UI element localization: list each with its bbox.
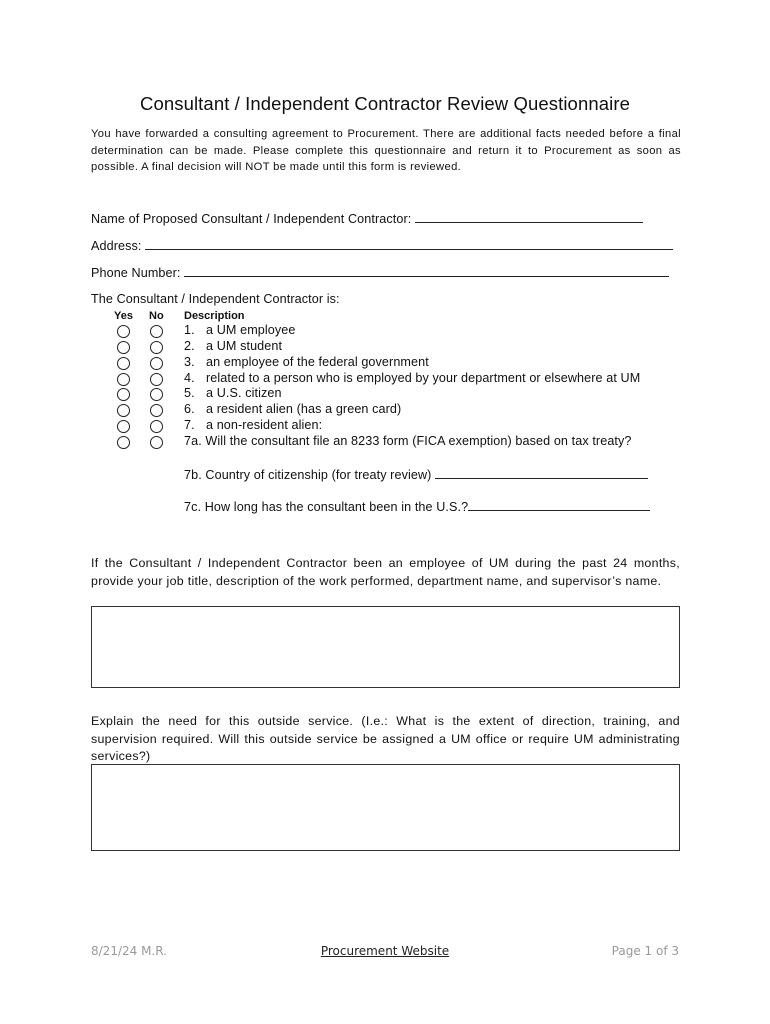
- status-item-7: [184, 418, 322, 432]
- phone-field-label: Phone Number:: [91, 266, 181, 280]
- status-item-text: a resident alien (has a green card): [206, 402, 402, 416]
- status-item-text: a UM employee: [206, 323, 296, 337]
- yes-radio-1[interactable]: [117, 325, 130, 338]
- status-item-number: 4.: [184, 371, 195, 385]
- yes-radio-2[interactable]: [117, 341, 130, 354]
- status-item-2: [184, 339, 282, 353]
- no-radio-3[interactable]: [150, 357, 163, 370]
- column-header-no: No: [149, 310, 164, 322]
- no-radio-4[interactable]: [150, 373, 163, 386]
- status-item-6: [184, 402, 401, 416]
- status-item-5: [184, 386, 282, 400]
- status-item-number: 1.: [184, 323, 195, 337]
- column-header-yes: Yes: [114, 310, 133, 322]
- intro-paragraph: You have forwarded a consulting agreement to Procurement. There are additional facts needed before a final determination can be made. Please complete this questionnaire and return it to Procurement as soon as possible. A final decision will NOT be made until this form is reviewed.: [91, 128, 681, 173]
- yes-radio-7[interactable]: [117, 420, 130, 433]
- procurement-website-link[interactable]: Procurement Website: [320, 944, 450, 958]
- status-item-number: 7a.: [184, 434, 202, 448]
- column-header-description: Description: [184, 310, 245, 322]
- address-field-label: Address:: [91, 239, 142, 253]
- status-heading: The Consultant / Independent Contractor is:: [91, 292, 340, 306]
- status-item-text: a non-resident alien:: [206, 418, 323, 432]
- service-need-question: Explain the need for this outside service. (I.e.: What is the extent of direction, training, and supervision required. Will this outside service be assigned a UM office or require UM administrating services?): [91, 714, 680, 763]
- yes-radio-3[interactable]: [117, 357, 130, 370]
- no-radio-1[interactable]: [150, 325, 163, 338]
- status-item-number: 2.: [184, 339, 195, 353]
- time-in-us-field-label: 7c. How long has the consultant been in the U.S.?: [184, 500, 469, 514]
- status-item-text: related to a person who is employed by your department or elsewhere at UM: [206, 371, 641, 385]
- yes-radio-4[interactable]: [117, 373, 130, 386]
- address-field-input[interactable]: [145, 237, 673, 250]
- status-item-text: Will the consultant file an 8233 form (FICA exemption) based on tax treaty?: [205, 434, 632, 448]
- no-radio-2[interactable]: [150, 341, 163, 354]
- yes-radio-5[interactable]: [117, 388, 130, 401]
- address-field-row: [91, 237, 673, 253]
- employment-answer-box[interactable]: [91, 606, 680, 688]
- citizenship-field-input[interactable]: [435, 466, 648, 479]
- yes-radio-7a[interactable]: [117, 436, 130, 449]
- footer-date: 8/21/24 M.R.: [91, 944, 167, 958]
- phone-field-input[interactable]: [184, 264, 669, 277]
- status-item-text: an employee of the federal government: [206, 355, 429, 369]
- time-in-us-field-row: [184, 498, 650, 514]
- employment-question: If the Consultant / Independent Contractor been an employee of UM during the past 24 months, provide your job title, description of the work performed, department name, and supervisor’s name.: [91, 556, 680, 588]
- footer-page-number: Page 1 of 3: [611, 944, 679, 958]
- status-item-number: 3.: [184, 355, 195, 369]
- time-in-us-field-input[interactable]: [468, 498, 650, 511]
- name-field-input[interactable]: [415, 210, 643, 223]
- status-item-4: [184, 371, 640, 385]
- no-radio-5[interactable]: [150, 388, 163, 401]
- no-radio-7[interactable]: [150, 420, 163, 433]
- status-item-1: [184, 323, 296, 337]
- citizenship-field-row: [184, 466, 648, 482]
- service-need-answer-box[interactable]: [91, 764, 680, 851]
- status-item-7a: [184, 434, 632, 448]
- page-title: Consultant / Independent Contractor Review Questionnaire: [140, 93, 630, 114]
- no-radio-7a[interactable]: [150, 436, 163, 449]
- status-item-number: 5.: [184, 386, 195, 400]
- name-field-row: [91, 210, 643, 226]
- citizenship-field-label: 7b. Country of citizenship (for treaty review): [184, 468, 432, 482]
- no-radio-6[interactable]: [150, 404, 163, 417]
- name-field-label: Name of Proposed Consultant / Independent Contractor:: [91, 212, 412, 226]
- status-item-3: [184, 355, 429, 369]
- status-item-number: 6.: [184, 402, 195, 416]
- phone-field-row: [91, 264, 669, 280]
- yes-radio-6[interactable]: [117, 404, 130, 417]
- status-item-number: 7.: [184, 418, 195, 432]
- status-item-text: a U.S. citizen: [206, 386, 282, 400]
- status-item-text: a UM student: [206, 339, 283, 353]
